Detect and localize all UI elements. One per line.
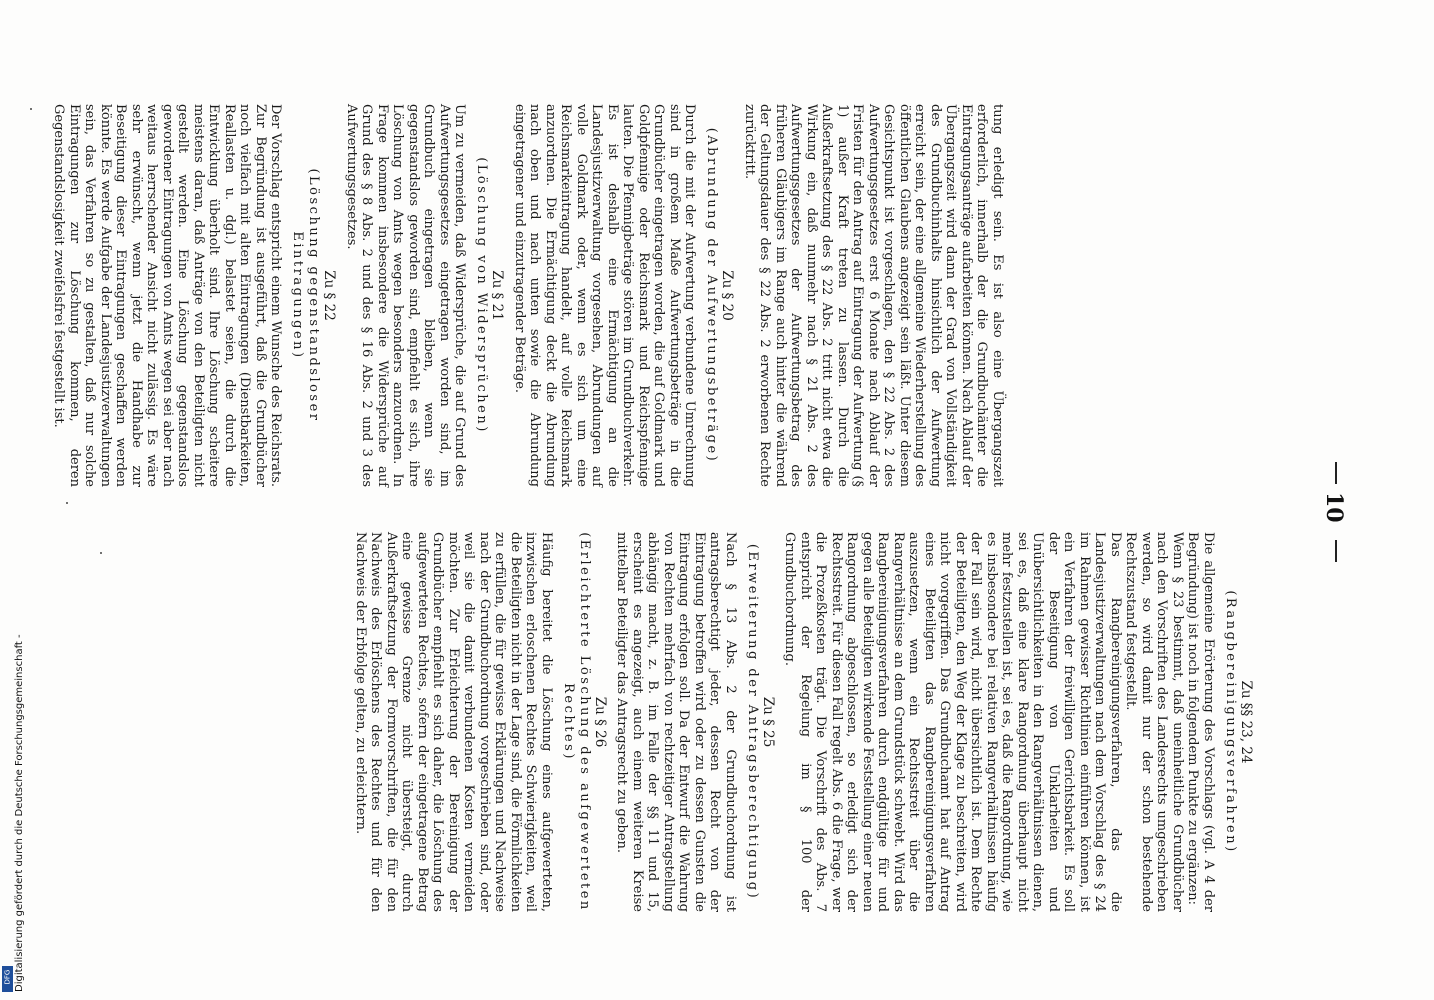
paragraph: Häufig bereitet die Löschung eines aufgewerteten, inzwischen erloschenen Rechtes Schwierigkeiten, weil die Beteiligten nicht in der Lage sind, die Förmlichkeiten zu erfüllen, die für gewisse Erklärungen und Nachweise nach der Grundbuchordnung vorgeschrieben sind, oder weil sie die damit verbundenen Kosten vermeiden möchten. Zur Erleichterung der Bereinigung der Grundbücher empfiehlt es sich daher, die Löschung des aufgewerteten Rechtes, sofern der eingetragene Betrag eine gewisse Grenze nicht übersteigt, durch Außerkraftsetzung der Formvorschriften, die für den Nachweis des Erlöschens des Rechtes und für den Nachweis der Erbfolge gelten, zu erleichtern.: [353, 532, 554, 912]
section-heading: Zu § 20: [719, 270, 736, 321]
section-subheading: (Erweiterung der Antragsberechtigung): [745, 543, 760, 901]
scan-speck: [100, 552, 102, 554]
section-heading: Zu § 26: [592, 696, 608, 748]
section-subheading: (Löschung von Widersprüchen): [474, 157, 490, 434]
paragraph: Die allgemeine Erörterung des Vorschlags (vgl. A 4 der Begründung) ist noch in folgendem Punkte zu ergänzen:: [1185, 532, 1216, 912]
section-subheading: (Löschung gegenstandsloser Eintragungen): [290, 168, 322, 423]
section-heading: Zu § 22: [321, 270, 338, 321]
dfg-logo-text: DFG: [3, 969, 12, 985]
section-subheading: (Abrundung der Aufwertungsbeträge): [704, 127, 720, 464]
section-heading: Zu § 21: [489, 270, 506, 321]
paragraph: Der Vorschlag entspricht einem Wunsche des Reichsrats. Zur Begründung ist ausgeführt, daß die Grundbücher noch vielfach mit alten Eintragungen (Dienstbarkeiten, Reallasten u. dgl.) belastet seien, die durch die Entwicklung überholt sind. Ihre Löschung scheitere meistens daran, daß Anträge von den Beteiligten nicht gestellt werden. Eine Löschung gegenstandslos gewordener Eintragungen von Amts wegen sei aber nach weitaus herrschender Ansicht nicht zulässig. Es wäre sehr erwünscht, wenn jetzt die Handhabe zur Beseitigung dieser Eintragungen geschaffen werden könnte. Es werde Aufgabe der Landesjustizverwaltungen sein, das Verfahren so zu gestalten, daß nur solche Eintragungen zur Löschung kommen, deren Gegenstandslosigkeit zweifelsfrei festgestellt ist.: [51, 104, 284, 487]
paragraph: Wenn § 23 bestimmt, daß uneinheitliche Grundbücher nach den Vorschriften des Landesrechts umgeschrieben werden, so wird damit nur der schon bestehende Rechtszustand festgestellt.: [1123, 532, 1185, 912]
page-number: 10: [1321, 492, 1347, 523]
text-column-lower: [150, 532, 1260, 912]
paragraph: Das Rangbereinigungsverfahren, das die Landesjustizverwaltungen nach dem Vorschlag des § 24 im Rahmen gewisser Richtlinien einführen können, ist ein Verfahren der freiwilligen Gerichtsbarkeit. Es soll der Beseitigung von Unklarheiten und Unübersichtlichkeiten in den Rangverhältnissen dienen, sei es, daß eine klare Rangordnung überhaupt nicht mehr festzustellen ist, sei es, daß die Rangordnung, wie es insbesondere bei relativen Rangverhältnissen häufig der Fall sein wird, nicht übersichtlich ist. Dem Rechte der Beteiligten, den Weg der Klage zu beschreiten, wird nicht vorgegriffen. Das Grundbuchamt hat auf Antrag eines Beteiligten das Rangbereinigungsverfahren auszusetzen, wenn ein Rechtsstreit über die Rangverhältnisse an dem Grundstück schwebt. Wird das Rangbereinigungsverfahren durch endgültige für und gegen alle Beteiligten wirkende Feststellung einer neuen Rangordnung abgeschlossen, so erledigt sich der Rechtsstreit. Für diesen Fall regelt Abs. 6 die Frage, wer die Prozeßkosten trägt. Die Vorschrift des Abs. 7 entspricht der Regelung im § 100 der Grundbuchordnung.: [782, 532, 1123, 912]
section-subheading: (Rangbereinigungsverfahren): [1223, 590, 1238, 854]
section-heading: Zu §§ 23, 24: [1238, 680, 1254, 764]
scan-speck: [30, 108, 32, 110]
text-column-upper: [51, 104, 1005, 487]
paragraph: Um zu vermeiden, daß Widersprüche, die auf Grund des Aufwertungsgesetzes eingetragen worden sind, im Grundbuch eingetragen bleiben, wenn sie gegenstandslos geworden sind, empfiehlt es sich, ihre Löschung von Amts wegen besonders anzuordnen. In Frage kommen insbesondere die Widersprüche auf Grund des § 8 Abs. 2 und des § 16 Abs. 2 und 3 des Aufwertungsgesetzes.: [344, 104, 468, 487]
page-number-dash: [1335, 540, 1337, 562]
digitization-credit: Digitalisierung gefördert durch die Deutsche Forschungsgemeinschaft -: [14, 634, 25, 992]
section-subheading: (Erleichterte Löschung des aufgewerteten Rechtes): [561, 532, 592, 912]
paragraph: Durch die mit der Aufwertung verbundene Umrechnung sind in großem Maße Aufwertungsbeträge in die Grundbücher eingetragen worden, die auf Goldmark und Goldpfennige oder Reichsmark und Reichspfennige lauten. Die Pfennigbeträge stören im Grundbuchverkehr. Es ist deshalb eine Ermächtigung an die Landesjustizverwaltung vorgesehen, Abrundungen auf volle Goldmark oder, wenn es sich um eine Reichsmarkeintragung handelt, auf volle Reichsmark anzuordnen. Die Ermächtigung deckt die Abrundung nach oben und nach unten sowie die Abrundung eingetragener und einzutragender Beträge.: [512, 104, 698, 487]
scan-speck: [66, 502, 68, 504]
page-number-dash: [1335, 462, 1337, 484]
dfg-logo: [2, 966, 13, 992]
paragraph: tung erledigt sein. Es ist also eine Übergangszeit erforderlich, innerhalb der die Grundbuchämter die Eintragungsanträge aufarbeiten können. Nach Ablauf der Übergangszeit wird dann der Grad von Vollständigkeit des Grundbuchinhalts hinsichtlich der Aufwertung erreicht sein, der eine allgemeine Wiederherstellung des öffentlichen Glaubens angezeigt sein läßt. Unter diesem Gesichtspunkt ist vorgeschlagen, den § 22 Abs. 2 des Aufwertungsgesetzes erst 6 Monate nach Ablauf der Fristen für den Antrag auf Eintragung der Aufwertung (§ 1) außer Kraft treten zu lassen. Durch die Außerkraftsetzung des § 22 Abs. 2 tritt nicht etwa die Wirkung ein, daß nunmehr nach § 21 Abs. 2 des Aufwertungsgesetzes der Aufwertungsbetrag des früheren Gläubigers im Range auch hinter die während der Geltungsdauer des § 22 Abs. 2 erworbenen Rechte zurücktritt.: [742, 104, 1005, 487]
section-heading: Zu § 25: [760, 696, 776, 748]
paragraph: Nach § 13 Abs. 2 der Grundbuchordnung ist antragsberechtigt jeder, dessen Recht von der Eintragung betroffen wird oder zu dessen Gunsten die Eintragung erfolgen soll. Da der Entwurf die Wahrung von Rechten mehrfach von rechtzeitiger Antragstellung abhängig macht, z. B. im Falle der §§ 11 und 15, erscheint es angezeigt, auch einem weiteren Kreise mittelbar Beteiligter das Antragsrecht zu geben.: [614, 532, 738, 912]
